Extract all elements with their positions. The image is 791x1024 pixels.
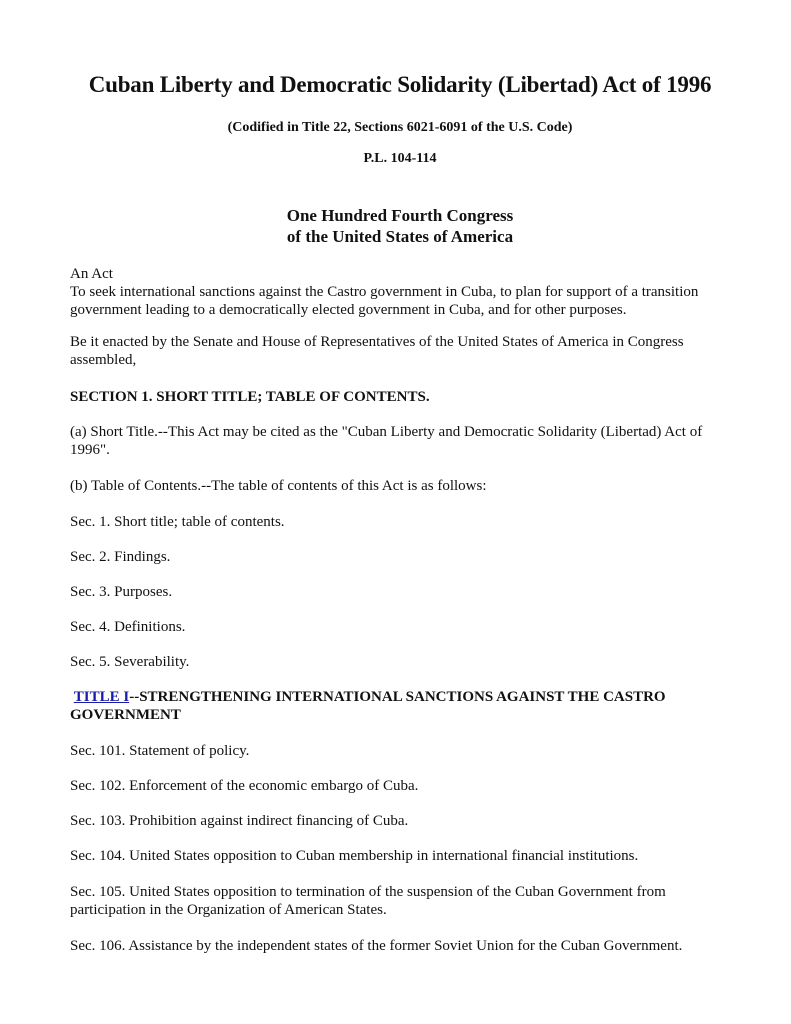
an-act-label: An Act — [70, 266, 113, 282]
public-law-number: P.L. 104-114 — [363, 151, 437, 166]
enacting-clause: Be it enacted by the Senate and House of Representatives of the United States of America in Congress assembled, — [70, 334, 684, 368]
title-1-heading — [70, 688, 730, 724]
title-1-toc-item: Sec. 102. Enforcement of the economic embargo of Cuba. — [70, 778, 419, 794]
toc-intro: (b) Table of Contents.--The table of contents of this Act is as follows: — [70, 478, 487, 494]
toc-item: Sec. 5. Severability. — [70, 654, 190, 670]
act-preamble — [70, 265, 730, 319]
act-purpose: To seek international sanctions against the Castro government in Cuba, to plan for support of a transition government leading to a democratically elected government in Cuba, and for other purposes. — [70, 284, 699, 318]
short-title-paragraph: (a) Short Title.--This Act may be cited as the "Cuban Liberty and Democratic Solidarity (Libertad) Act of 1996". — [70, 424, 703, 458]
title-1-toc-item: Sec. 106. Assistance by the independent states of the former Soviet Union for the Cuban Government. — [70, 938, 683, 954]
congress-heading — [70, 205, 730, 247]
title-1-toc-item: Sec. 103. Prohibition against indirect financing of Cuba. — [70, 813, 409, 829]
document-title: Cuban Liberty and Democratic Solidarity (Libertad) Act of 1996 — [88, 72, 712, 97]
title-1-heading-text: --STRENGTHENING INTERNATIONAL SANCTIONS AGAINST THE CASTRO GOVERNMENT — [70, 689, 666, 723]
section-1-heading: SECTION 1. SHORT TITLE; TABLE OF CONTENTS. — [70, 389, 430, 405]
toc-item: Sec. 1. Short title; table of contents. — [70, 514, 285, 530]
toc-item: Sec. 4. Definitions. — [70, 619, 186, 635]
codification-note: (Codified in Title 22, Sections 6021-6091 of the U.S. Code) — [227, 120, 573, 135]
title-1-toc-item: Sec. 105. United States opposition to termination of the suspension of the Cuban Government from participation in the Organization of American States. — [70, 884, 666, 918]
title-1-link[interactable]: TITLE I — [73, 689, 130, 705]
congress-line-1: One Hundred Fourth Congress — [286, 206, 514, 225]
toc-item: Sec. 2. Findings. — [70, 549, 171, 565]
congress-line-2: of the United States of America — [286, 227, 514, 246]
title-1-toc-item: Sec. 104. United States opposition to Cuban membership in international financial institutions. — [70, 848, 639, 864]
title-1-toc-item: Sec. 101. Statement of policy. — [70, 743, 250, 759]
toc-item: Sec. 3. Purposes. — [70, 584, 173, 600]
